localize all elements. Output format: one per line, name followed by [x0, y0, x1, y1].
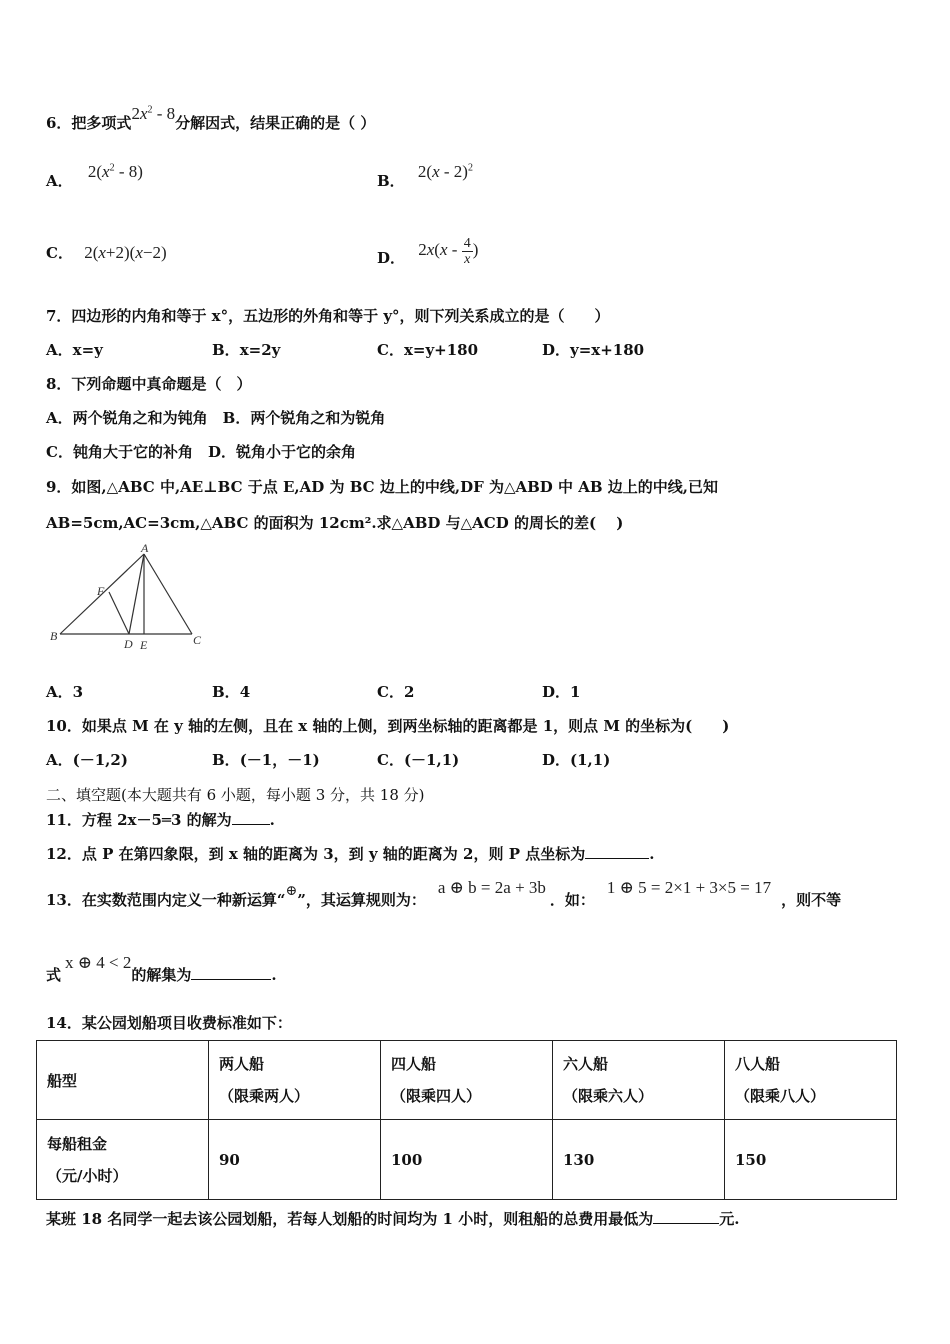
q10-option-a-text: (－1,2) — [72, 751, 128, 769]
q9-stem-line1: 9．如图,△ABC 中,AE⊥BC 于点 E,AD 为 BC 边上的中线,DF 为△ABD 中 AB 边上的中线,已知 — [46, 478, 719, 496]
q13-inequality: x ⊕ 4 < 2 — [65, 953, 132, 972]
rent-header-line2: （元/小时） — [47, 1166, 128, 1185]
q9-option-c[interactable] — [377, 681, 414, 702]
q9-option-a-text: 3 — [72, 683, 84, 701]
q13-operator: ⊕ — [285, 884, 298, 899]
q7-option-b-label: B． — [212, 341, 240, 359]
q6-option-d-label: D． — [377, 249, 406, 268]
q9-option-c-label: C． — [377, 683, 404, 701]
q14-question — [46, 1208, 739, 1229]
q6-stem — [46, 104, 376, 133]
q12-stem: 12．点 P 在第四象限，到 x 轴的距离为 3，到 y 轴的距离为 2，则 P 点坐标为 . — [46, 845, 655, 863]
q9-option-c-text: 2 — [403, 683, 415, 701]
q6-option-d-expr: 2x(x - $\frac{4}{x}$ ) — [418, 236, 479, 267]
q13-rule: a ⊕ b = 2a + 3b — [437, 878, 546, 897]
table-cell-price: 90 — [209, 1120, 381, 1200]
q6-option-a[interactable] — [46, 162, 143, 191]
q9-option-b-text: 4 — [239, 683, 251, 701]
q9-option-d[interactable] — [542, 681, 580, 702]
q11-stem: 11．方程 2x－5═3 的解为 . — [46, 811, 275, 829]
q8-options-line1[interactable]: A．两个锐角之和为钝角 B．两个锐角之和为锐角 — [46, 409, 386, 427]
q6-polynomial: $2x^2 - 8$ — [131, 104, 176, 123]
table-cell-rent-header — [37, 1120, 209, 1200]
q13-example: 1 ⊕ 5 = 2×1 + 3×5 = 17 — [606, 878, 772, 897]
q6-option-c-expr: 2(x+2)(x−2) — [84, 243, 167, 262]
q7-option-d[interactable] — [542, 339, 644, 360]
q8-stem: 8．下列命题中真命题是（ ） — [46, 375, 252, 393]
q10-option-b[interactable] — [212, 749, 320, 770]
boat-limit: （限乘两人） — [219, 1087, 310, 1105]
table-row — [37, 1120, 897, 1200]
label-c: C — [193, 633, 202, 647]
q9-triangle-figure — [46, 540, 216, 655]
rent-header-line1: 每船租金 — [47, 1134, 108, 1153]
label-f: F — [97, 584, 105, 598]
q9-option-a[interactable] — [46, 681, 83, 702]
q6-option-c-label: C． — [46, 244, 73, 262]
table-cell-boat-8 — [725, 1041, 897, 1120]
boat-name: 两人船 — [219, 1055, 265, 1073]
section-2-heading: 二、填空题(本大题共有 6 小题，每小题 3 分，共 18 分) — [46, 786, 425, 804]
q6-stem-prefix: 6．把多项式 — [46, 114, 132, 132]
q6-option-b-label: B． — [377, 172, 405, 190]
table-cell-boat-4 — [381, 1041, 553, 1120]
q6-option-d[interactable] — [377, 236, 478, 267]
q10-option-c-text: (－1,1) — [403, 751, 460, 769]
q13-line1 — [46, 878, 842, 910]
label-e: E — [140, 638, 148, 652]
q6-stem-suffix: 分解因式，结果正确的是（ ） — [175, 114, 376, 132]
q9-option-b[interactable] — [212, 681, 250, 702]
q9-option-b-label: B． — [212, 683, 240, 701]
q13-part4: ，则不等 — [781, 891, 842, 909]
q6-option-a-label: A． — [46, 172, 73, 190]
q13-answer-blank[interactable] — [191, 965, 271, 980]
q7-option-c[interactable] — [377, 339, 478, 360]
q9-option-a-label: A． — [46, 683, 73, 701]
q6-option-c[interactable] — [46, 242, 167, 263]
q7-option-c-text: x=y+180 — [403, 341, 479, 359]
segment-df — [109, 592, 129, 634]
boat-limit: （限乘八人） — [735, 1087, 826, 1105]
q10-option-d-label: D． — [542, 751, 571, 769]
q13-line2-suffix: 的解集为 — [131, 966, 192, 984]
table-cell-price: 100 — [381, 1120, 553, 1200]
q7-option-b[interactable] — [212, 339, 280, 360]
q11-text: 11．方程 2x－5═3 的解为 — [46, 811, 232, 829]
q14-answer-blank[interactable] — [653, 1209, 719, 1224]
q10-option-c-label: C． — [377, 751, 404, 769]
q7-option-b-text: x=2y — [239, 341, 281, 359]
q10-option-a[interactable] — [46, 749, 128, 770]
q10-option-d-text: (1,1) — [570, 751, 611, 769]
q10-option-a-label: A． — [46, 751, 73, 769]
q7-option-c-label: C． — [377, 341, 404, 359]
table-row — [37, 1041, 897, 1120]
q12-text: 12．点 P 在第四象限，到 x 轴的距离为 3，到 y 轴的距离为 2，则 P 点坐标为 — [46, 845, 586, 863]
q13-part3: ．如： — [549, 891, 595, 909]
label-d: D — [124, 637, 133, 651]
q13-part1: 13．在实数范围内定义一种新运算“ — [46, 891, 286, 909]
boat-name: 六人船 — [563, 1055, 609, 1073]
table-cell-boat-type-header: 船型 — [37, 1041, 209, 1120]
q11-answer-blank[interactable] — [232, 810, 270, 825]
q7-option-d-label: D． — [542, 341, 571, 359]
q13-line2-prefix: 式 — [46, 966, 62, 984]
q10-option-d[interactable] — [542, 749, 610, 770]
q9-option-d-text: 1 — [570, 683, 581, 701]
table-cell-boat-6 — [553, 1041, 725, 1120]
q7-option-a[interactable] — [46, 339, 103, 360]
q9-stem-line2: AB=5cm,AC=3cm,△ABC 的面积为 12cm².求△ABD 与△ACD 的周长的差( ) — [46, 514, 624, 532]
q13-part2: ”，其运算规则为： — [297, 891, 426, 909]
q8-options-line2[interactable]: C．钝角大于它的补角 D．锐角小于它的余角 — [46, 443, 356, 461]
q7-option-a-label: A． — [46, 341, 73, 359]
q6-option-a-expr: $2(x^2 - 8)$ — [87, 162, 143, 181]
q6-option-b-expr: 2(x - 2)$^2$ — [417, 162, 473, 181]
q7-option-d-text: y=x+180 — [570, 341, 645, 359]
boat-limit: （限乘四人） — [391, 1087, 482, 1105]
label-a: A — [141, 541, 149, 555]
q6-option-b[interactable] — [377, 162, 473, 191]
q10-option-c[interactable] — [377, 749, 459, 770]
q7-option-a-text: x=y — [72, 341, 103, 359]
q12-answer-blank[interactable] — [585, 844, 649, 859]
q13-line2: 式x ⊕ 4 < 2的解集为 . — [46, 953, 277, 984]
q7-stem: 7．四边形的内角和等于 x°，五边形的外角和等于 y°，则下列关系成立的是（ ） — [46, 307, 610, 325]
boat-name: 四人船 — [391, 1055, 437, 1073]
q10-option-b-text: (－1，－1) — [239, 751, 320, 769]
q10-option-b-label: B． — [212, 751, 240, 769]
q14-stem: 14．某公园划船项目收费标准如下： — [46, 1014, 292, 1032]
segment-ac — [144, 554, 192, 634]
boat-name: 八人船 — [735, 1055, 781, 1073]
boat-fee-table — [36, 1040, 897, 1200]
label-b: B — [50, 629, 58, 643]
q14-question-text: 某班 18 名同学一起去该公园划船，若每人划船的时间均为 1 小时，则租船的总费用最低为 — [46, 1210, 654, 1228]
q14-unit: 元. — [719, 1210, 740, 1228]
table-cell-boat-2 — [209, 1041, 381, 1120]
table-cell-price: 150 — [725, 1120, 897, 1200]
q10-stem: 10．如果点 M 在 y 轴的左侧，且在 x 轴的上侧，到两坐标轴的距离都是 1，则点 M 的坐标为( ) — [46, 717, 730, 735]
table-cell-price: 130 — [553, 1120, 725, 1200]
q9-option-d-label: D． — [542, 683, 571, 701]
boat-limit: （限乘六人） — [563, 1087, 654, 1105]
